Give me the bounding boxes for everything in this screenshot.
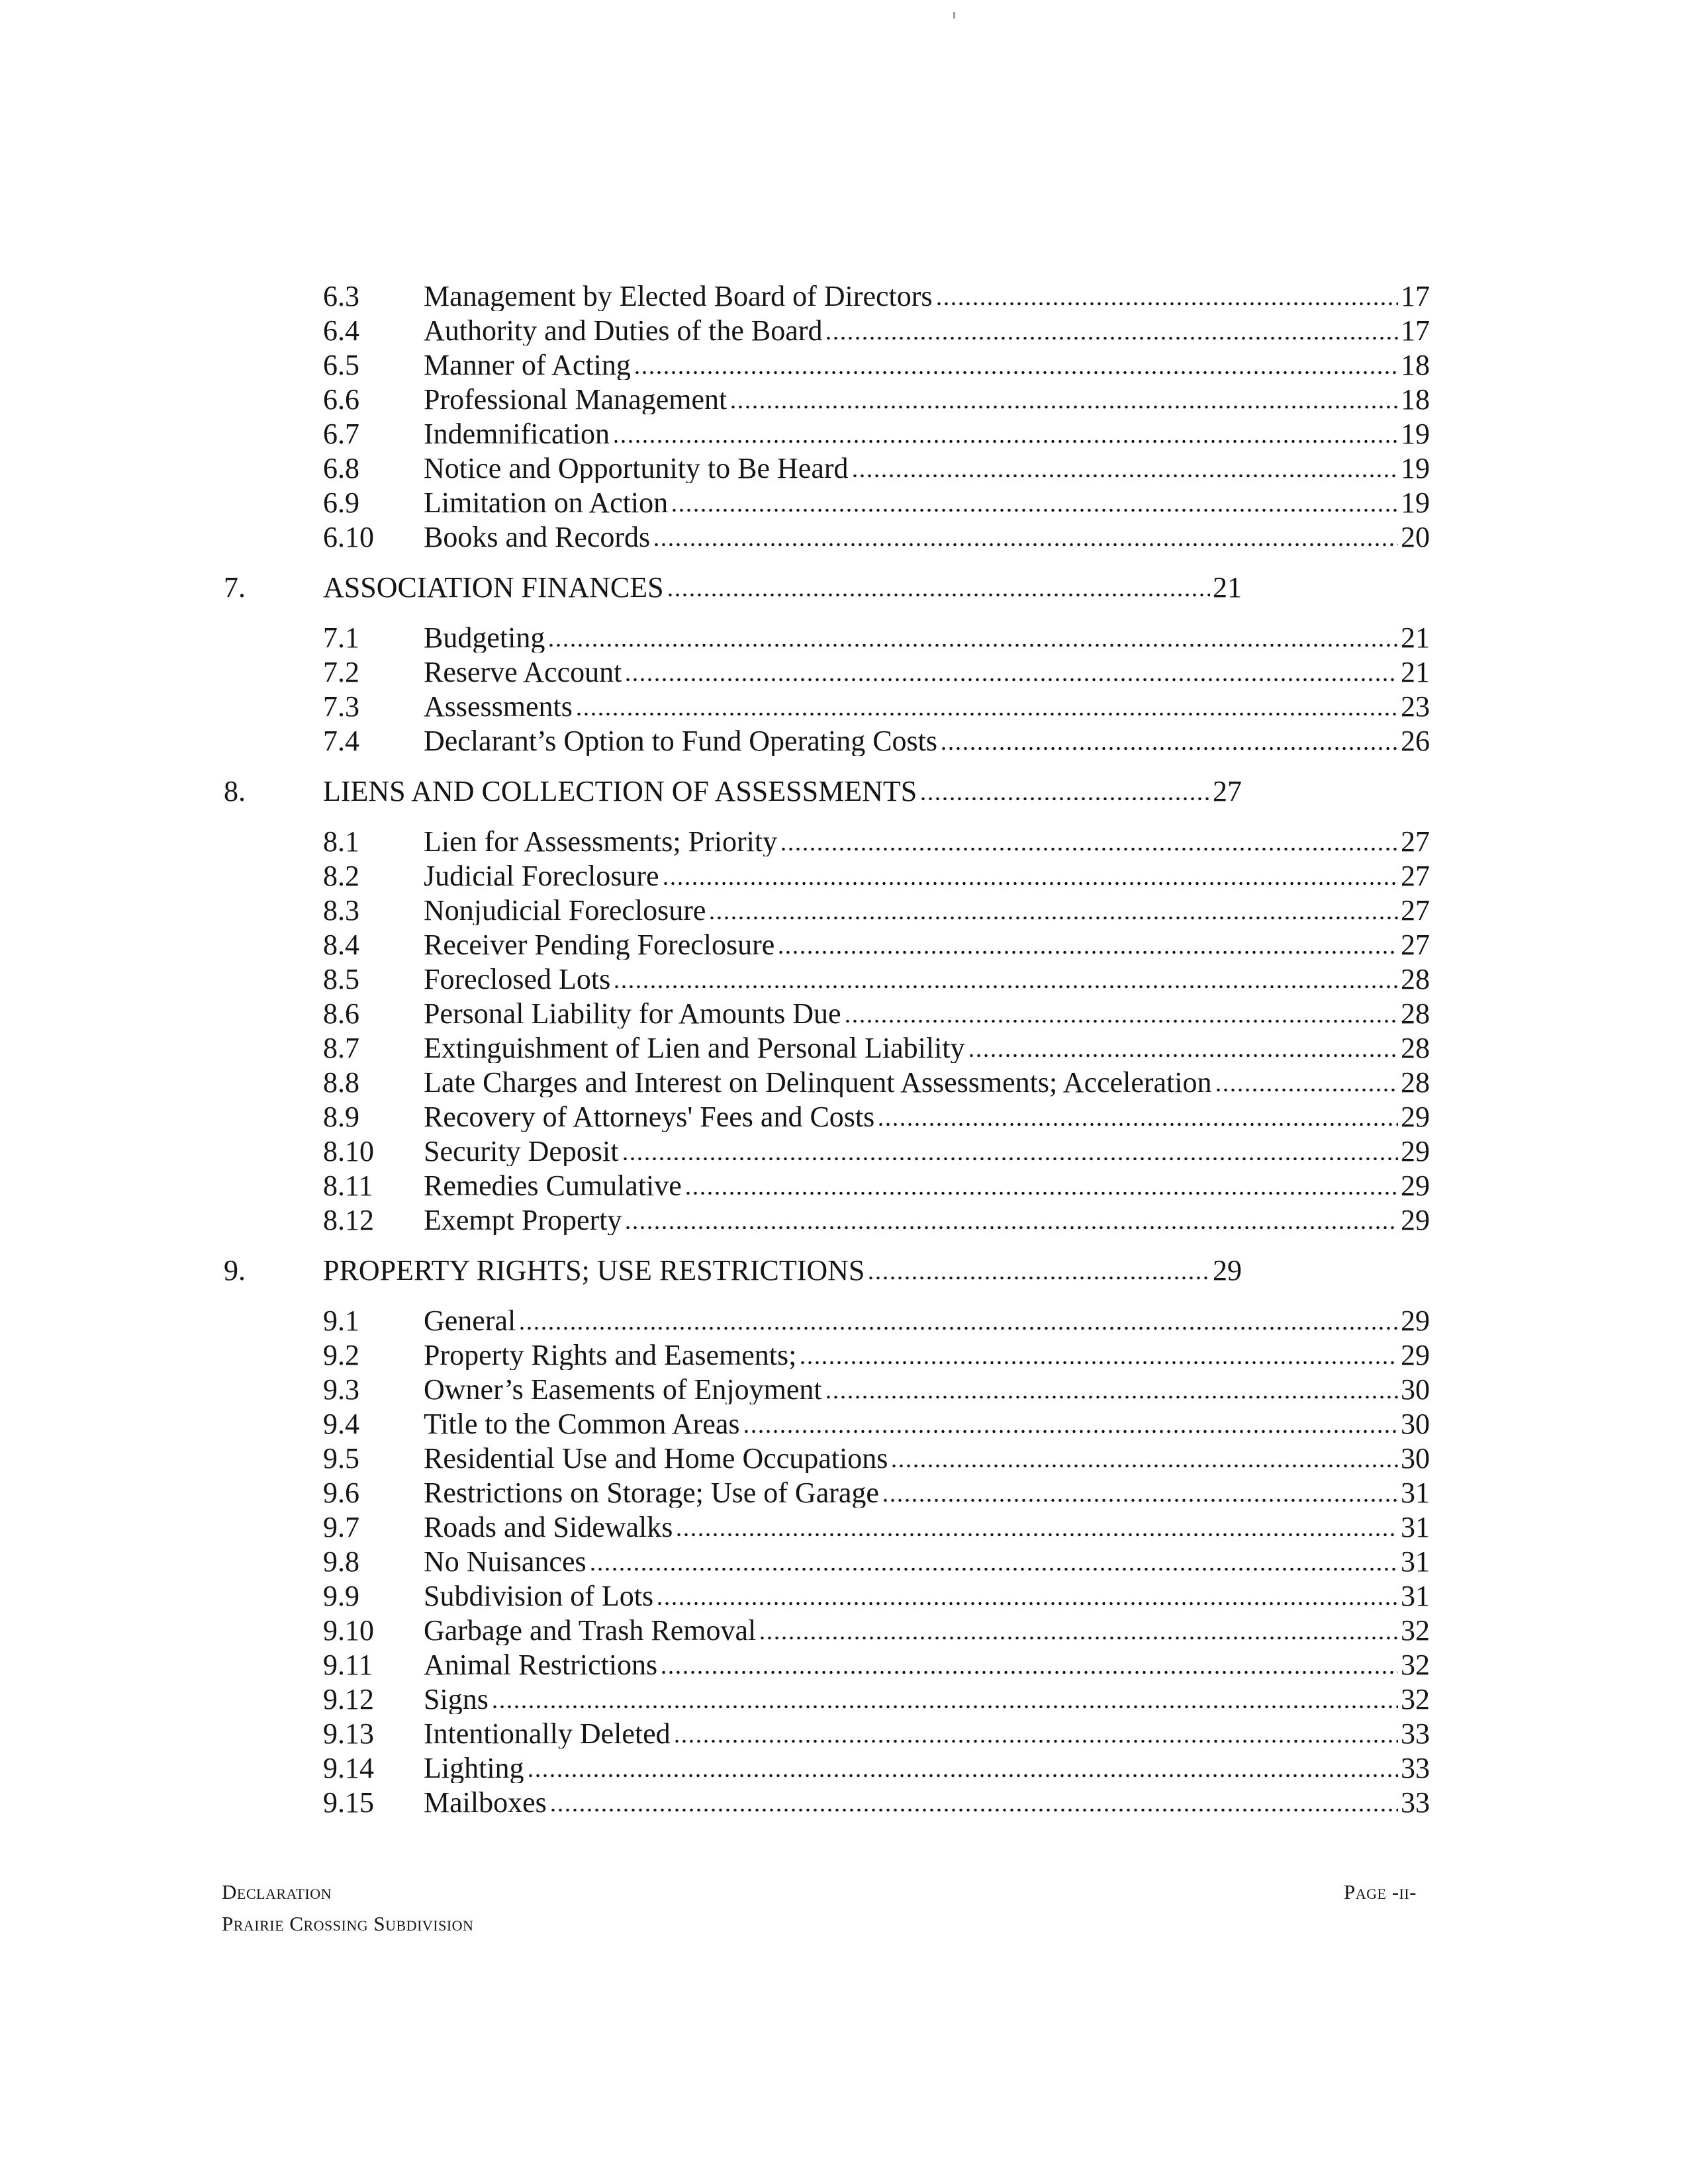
toc-entry-number: 9.14	[323, 1752, 374, 1784]
toc-entry-number: 8.1	[323, 825, 359, 858]
toc-entry-title: Manner of Acting	[424, 351, 631, 380]
toc-entry-title: Budgeting	[424, 623, 545, 653]
toc-entry-title: Judicial Foreclosure	[424, 862, 659, 891]
toc-entry-row	[0, 443, 1688, 483]
toc-entry-page: 28	[1401, 965, 1430, 994]
toc-entry-page: 18	[1401, 351, 1430, 380]
toc-entry-page: 30	[1401, 1375, 1430, 1404]
toc-entry-row	[0, 1195, 1688, 1235]
toc-entry-number: 9.3	[323, 1373, 359, 1406]
toc-entry-page: 27	[1401, 931, 1430, 960]
toc-entry-page: 17	[1401, 282, 1430, 311]
toc-entry-row	[0, 613, 1688, 653]
toc-entry-title: Mailboxes	[424, 1788, 547, 1817]
toc-entry-row	[0, 851, 1688, 891]
toc-entry-row	[0, 1674, 1688, 1714]
toc-entry-page: 31	[1401, 1513, 1430, 1542]
toc-entry-title: Reserve Account	[424, 658, 622, 687]
toc-entry-title: Garbage and Trash Removal	[424, 1616, 757, 1645]
toc-entry-number: 6.9	[323, 486, 359, 519]
toc-entry-row	[0, 478, 1688, 518]
toc-section-row	[0, 563, 1688, 602]
dot-leader	[919, 797, 1210, 801]
toc-entry-number: 9.2	[323, 1339, 359, 1371]
toc-entry-page: 19	[1401, 454, 1430, 483]
toc-entry-number: 9.4	[323, 1408, 359, 1440]
toc-entry-number: 8.8	[323, 1066, 359, 1099]
toc-entry-number: 8.2	[323, 860, 359, 892]
toc-entry-title: Subdivision of Lots	[424, 1582, 654, 1611]
toc-entry-title: Recovery of Attorneys' Fees and Costs	[424, 1103, 875, 1132]
toc-entry-page: 28	[1401, 1068, 1430, 1097]
toc-entry-title: Personal Liability for Amounts Due	[424, 999, 841, 1028]
toc-entry-title: Notice and Opportunity to Be Heard	[424, 454, 849, 483]
toc-entry-row	[0, 682, 1688, 721]
toc-entry-number: 7.4	[323, 725, 359, 757]
dot-leader	[624, 1226, 1398, 1230]
toc-entry-page: 21	[1401, 658, 1430, 687]
toc-entry-number: 9.13	[323, 1717, 374, 1750]
toc-entry-title: Roads and Sidewalks	[424, 1513, 673, 1542]
toc-entry-page: 23	[1401, 692, 1430, 721]
toc-entry-number: 6.4	[323, 314, 359, 347]
toc-entry-row	[0, 409, 1688, 449]
toc-entry-page: 21	[1213, 573, 1242, 602]
toc-entry-page: 28	[1401, 1034, 1430, 1063]
toc-entry-number: 7.1	[323, 621, 359, 654]
toc-entry-row	[0, 271, 1688, 311]
toc-entry-row	[0, 1296, 1688, 1336]
toc-entry-page: 18	[1401, 385, 1430, 414]
toc-entry-row	[0, 1468, 1688, 1508]
toc-entry-number: 9.6	[323, 1477, 359, 1509]
toc-entry-number: 6.8	[323, 452, 359, 484]
toc-entry-body	[323, 777, 1242, 806]
toc-entry-row	[0, 1126, 1688, 1166]
toc-entry-row	[0, 1606, 1688, 1645]
toc-entry-title: Lighting	[424, 1754, 524, 1783]
toc-entry-page: 31	[1401, 1582, 1430, 1611]
toc-entry-row	[0, 1502, 1688, 1542]
toc-entry-row	[0, 817, 1688, 856]
toc-entry-row	[0, 340, 1688, 380]
toc-entry-title: Books and Records	[424, 523, 651, 552]
toc-entry-body	[424, 1206, 1430, 1235]
toc-entry-title: Extinguishment of Lien and Personal Liability	[424, 1034, 965, 1063]
toc-entry-page: 27	[1401, 896, 1430, 925]
toc-entry-row	[0, 1092, 1688, 1132]
toc-entry-title: Professional Management	[424, 385, 727, 414]
toc-entry-title: General	[424, 1306, 516, 1336]
toc-entry-number: 6.10	[323, 521, 374, 553]
toc-entry-title: Security Deposit	[424, 1137, 619, 1166]
toc-entry-number: 9.9	[323, 1580, 359, 1612]
toc-entry-title: ASSOCIATION FINANCES	[323, 573, 664, 602]
toc-entry-number: 7.2	[323, 656, 359, 688]
scan-speck	[953, 12, 955, 19]
toc-entry-page: 29	[1401, 1103, 1430, 1132]
toc-entry-page: 20	[1401, 523, 1430, 552]
toc-entry-number: 9.	[224, 1254, 246, 1287]
toc-entry-title: Property Rights and Easements;	[424, 1341, 797, 1370]
toc-entry-title: Residential Use and Home Occupations	[424, 1444, 888, 1473]
toc-entry-number: 9.11	[323, 1649, 373, 1681]
toc-entry-title: Animal Restrictions	[424, 1651, 658, 1680]
toc-entry-number: 9.7	[323, 1511, 359, 1543]
toc-entry-title: Intentionally Deleted	[424, 1719, 671, 1749]
toc-entry-title: Exempt Property	[424, 1206, 622, 1235]
toc-entry-page: 29	[1401, 1137, 1430, 1166]
dot-leader	[549, 1808, 1398, 1812]
toc-entry-number: 7.	[224, 571, 246, 604]
toc-entry-title: LIENS AND COLLECTION OF ASSESSMENTS	[323, 777, 917, 806]
toc-entry-number: 9.1	[323, 1304, 359, 1337]
toc-section-row	[0, 1246, 1688, 1285]
toc-entry-number: 8.3	[323, 894, 359, 927]
dot-leader	[940, 747, 1398, 751]
toc-entry-number: 8.	[224, 775, 246, 807]
toc-entry-page: 17	[1401, 316, 1430, 345]
toc-entry-body	[424, 523, 1430, 552]
toc-entry-row	[0, 1709, 1688, 1749]
toc-entry-number: 8.12	[323, 1204, 374, 1236]
toc-entry-page: 31	[1401, 1547, 1430, 1576]
toc-entry-number: 8.4	[323, 929, 359, 961]
toc-entry-page: 32	[1401, 1616, 1430, 1645]
toc-entry-number: 8.6	[323, 997, 359, 1030]
toc-entry-title: Foreclosed Lots	[424, 965, 611, 994]
toc-entry-row	[0, 1399, 1688, 1439]
toc-entry-number: 6.5	[323, 349, 359, 381]
toc-entry-page: 32	[1401, 1651, 1430, 1680]
toc-entry-title: Lien for Assessments; Priority	[424, 827, 778, 856]
toc-entry-page: 27	[1213, 777, 1242, 806]
toc-entry-title: Limitation on Action	[424, 488, 669, 518]
toc-entry-title: Nonjudicial Foreclosure	[424, 896, 706, 925]
toc-entry-title: Declarant’s Option to Fund Operating Costs	[424, 727, 938, 756]
toc-entry-title: Indemnification	[424, 420, 610, 449]
toc-entry-number: 6.6	[323, 383, 359, 416]
toc-entry-page: 30	[1401, 1410, 1430, 1439]
toc-entry-title: Assessments	[424, 692, 573, 721]
toc-entry-page: 33	[1401, 1788, 1430, 1817]
footer-document-title	[222, 1876, 473, 1940]
toc-entry-number: 6.7	[323, 418, 359, 450]
toc-entry-number: 8.9	[323, 1101, 359, 1133]
toc-entry-title: No Nuisances	[424, 1547, 586, 1576]
toc-entry-row	[0, 716, 1688, 756]
toc-entry-page: 29	[1213, 1256, 1242, 1285]
toc-entry-title: Restrictions on Storage; Use of Garage	[424, 1479, 879, 1508]
toc-entry-number: 8.11	[323, 1169, 373, 1202]
toc-entry-row	[0, 512, 1688, 552]
toc-entry-row	[0, 1365, 1688, 1404]
toc-entry-title: Owner’s Easements of Enjoyment	[424, 1375, 822, 1404]
footer-page-number: Page -ii-	[1344, 1880, 1417, 1903]
toc-entry-title: Remedies Cumulative	[424, 1171, 682, 1201]
toc-entry-title: Receiver Pending Foreclosure	[424, 931, 775, 960]
toc-entry-number: 9.12	[323, 1683, 374, 1715]
toc-entry-page: 33	[1401, 1754, 1430, 1783]
toc-entry-page: 29	[1401, 1306, 1430, 1336]
toc-entry-title: Management by Elected Board of Directors	[424, 282, 933, 311]
toc-entry-number: 9.8	[323, 1545, 359, 1578]
toc-entry-page: 29	[1401, 1341, 1430, 1370]
toc-entry-body	[323, 573, 1242, 602]
toc-entry-row	[0, 1778, 1688, 1817]
toc-entry-page: 27	[1401, 827, 1430, 856]
toc-entry-row	[0, 647, 1688, 687]
toc-entry-row	[0, 306, 1688, 345]
toc-entry-row	[0, 1640, 1688, 1680]
toc-entry-row	[0, 1743, 1688, 1783]
toc-entry-row	[0, 1433, 1688, 1473]
toc-entry-page: 26	[1401, 727, 1430, 756]
toc-entry-number: 6.3	[323, 280, 359, 312]
toc-entry-page: 19	[1401, 420, 1430, 449]
toc-entry-number: 7.3	[323, 690, 359, 723]
toc-entry-title: PROPERTY RIGHTS; USE RESTRICTIONS	[323, 1256, 865, 1285]
toc-entry-body	[424, 1788, 1430, 1817]
toc-entry-row	[0, 375, 1688, 414]
toc-entry-page: 31	[1401, 1479, 1430, 1508]
toc-entry-page: 28	[1401, 999, 1430, 1028]
toc-entry-number: 9.15	[323, 1786, 374, 1819]
toc-entry-title: Late Charges and Interest on Delinquent Assessments; Acceleration	[424, 1068, 1212, 1097]
footer-line-declaration: Declaration	[222, 1880, 332, 1903]
dot-leader	[667, 593, 1210, 597]
toc-entry-row	[0, 1571, 1688, 1611]
toc-entry-page: 30	[1401, 1444, 1430, 1473]
toc-entry-number: 9.5	[323, 1442, 359, 1475]
toc-entry-row	[0, 1058, 1688, 1097]
dot-leader	[867, 1276, 1210, 1280]
toc-entry-row	[0, 1161, 1688, 1201]
dot-leader	[653, 543, 1398, 547]
toc-entry-page: 19	[1401, 488, 1430, 518]
toc-entry-body	[323, 1256, 1242, 1285]
toc-entry-number: 8.7	[323, 1032, 359, 1064]
toc-entry-number: 8.10	[323, 1135, 374, 1167]
toc-entry-row	[0, 989, 1688, 1028]
toc-entry-row	[0, 1537, 1688, 1576]
toc-section-row	[0, 766, 1688, 806]
toc-entry-title: Authority and Duties of the Board	[424, 316, 823, 345]
footer-line-subdivision: Prairie Crossing Subdivision	[222, 1912, 474, 1935]
toc-entry-page: 32	[1401, 1685, 1430, 1714]
toc-entry-row	[0, 1023, 1688, 1063]
toc-entry-page: 29	[1401, 1206, 1430, 1235]
toc-entry-page: 29	[1401, 1171, 1430, 1201]
toc-entry-row	[0, 886, 1688, 925]
toc-entry-page: 33	[1401, 1719, 1430, 1749]
toc-entry-row	[0, 1330, 1688, 1370]
toc-entry-row	[0, 954, 1688, 994]
toc-entry-title: Signs	[424, 1685, 489, 1714]
toc-entry-page: 27	[1401, 862, 1430, 891]
toc-entry-body	[424, 727, 1430, 756]
toc-entry-page: 21	[1401, 623, 1430, 653]
toc-entry-row	[0, 920, 1688, 960]
toc-entry-number: 9.10	[323, 1614, 374, 1647]
toc-entry-number: 8.5	[323, 963, 359, 995]
toc-entry-title: Title to the Common Areas	[424, 1410, 740, 1439]
